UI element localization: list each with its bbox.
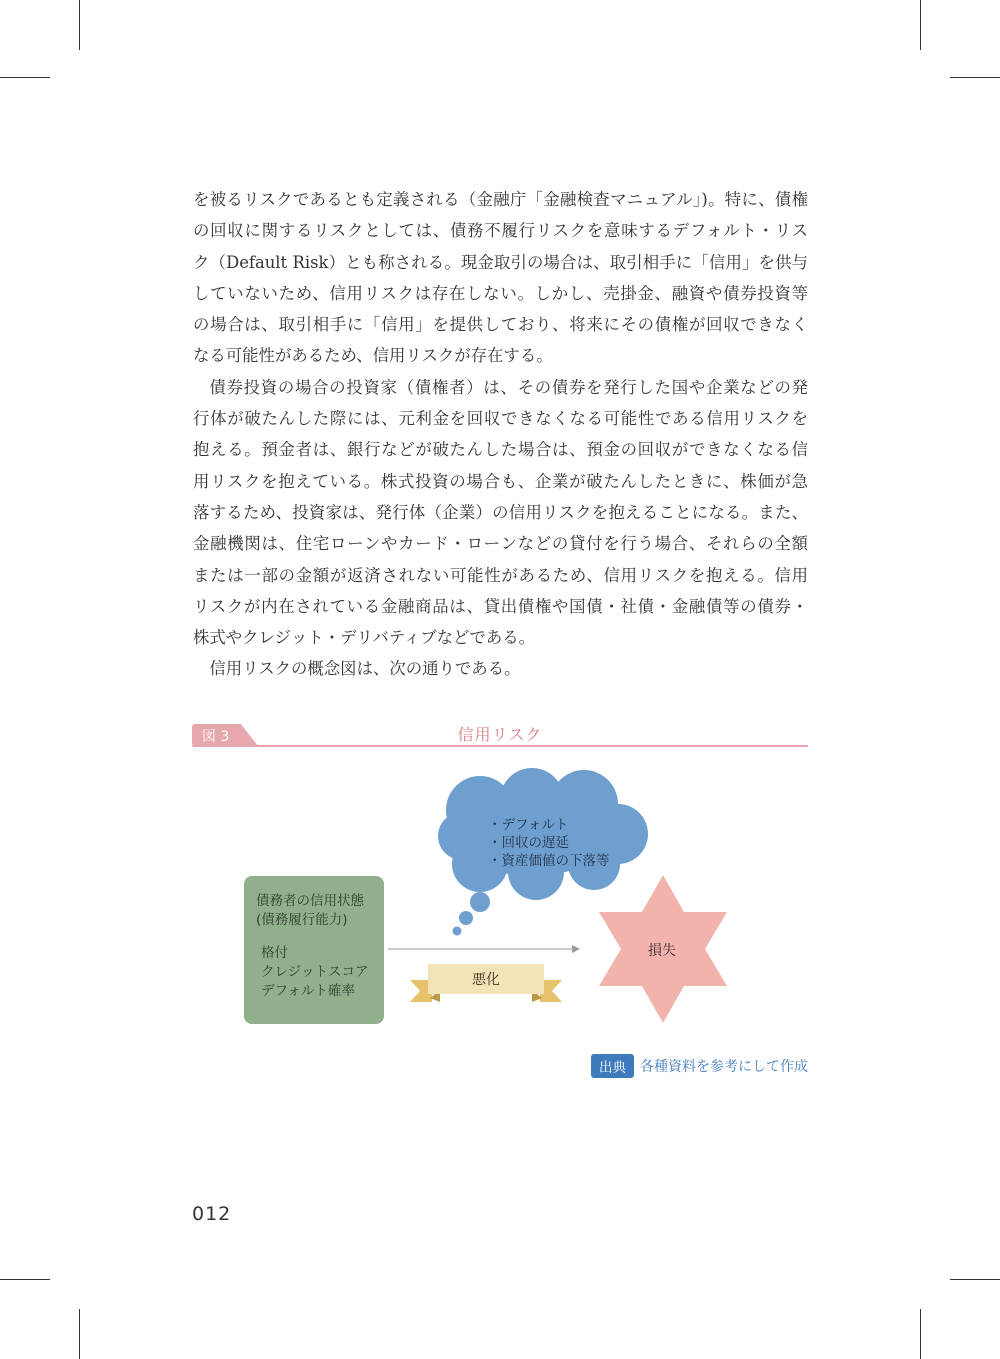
body-line: または一部の金額が返済されない可能性があるため、信用リスクを抱える。信用 — [193, 565, 808, 585]
body-line: の場合は、取引相手に「信用」を提供しており、将来にその債権が回収できなく — [193, 315, 808, 335]
debtor-box-line: 債務者の信用状態 — [256, 893, 364, 909]
debtor-box-line: クレジットスコア — [261, 964, 369, 980]
body-line: 落するため、投資家は、発行体（企業）の信用リスクを抱えることになる。また、 — [193, 502, 808, 522]
source-text: 各種資料を参考にして作成 — [640, 1059, 808, 1075]
body-line: 信用リスクの概念図は、次の通りである。 — [209, 659, 521, 679]
debtor-box-line: (債務履行能力) — [256, 912, 348, 928]
body-line: 抱える。預金者は、銀行などが破たんした場合は、預金の回収ができなくなる信 — [193, 440, 808, 460]
debtor-box-line: デフォルト確率 — [261, 983, 355, 999]
page-number: 012 — [192, 1203, 232, 1225]
cloud-line: ・資産価値の下落等 — [488, 853, 610, 869]
crop-mark-bottom-left — [79, 1309, 80, 1359]
crop-mark-bottom-right — [920, 1309, 921, 1359]
crop-mark-right-top — [950, 77, 1000, 78]
cloud-line: ・回収の遅延 — [488, 835, 569, 851]
debtor-credit-box — [244, 876, 384, 1024]
source-note — [591, 1055, 808, 1077]
body-line: 債券投資の場合の投資家（債権者）は、その債券を発行した国や企業などの発 — [209, 377, 808, 397]
crop-mark-top-right — [920, 0, 921, 50]
body-line: を被るリスクであるとも定義される（金融庁「金融検査マニュアル」)。特に、債権 — [193, 190, 808, 209]
body-line: の回収に関するリスクとしては、債務不履行リスクを意味するデフォルト・リス — [193, 221, 808, 241]
body-line: なる可能性があるため、信用リスクが存在する。 — [193, 346, 553, 366]
body-line: ク（Default Risk）とも称される。現金取引の場合は、取引相手に「信用」を供与 — [193, 252, 808, 272]
crop-mark-left-bottom — [0, 1279, 50, 1280]
body-line: 行体が破たんした際には、元利金を回収できなくなる可能性である信用リスクを — [193, 409, 808, 429]
body-line: 用リスクを抱えている。株式投資の場合も、企業が破たんしたときに、株価が急 — [193, 471, 808, 491]
body-text — [193, 184, 808, 685]
body-line: 金融機関は、住宅ローンやカード・ローンなどの貸付を行う場合、それらの全額 — [193, 534, 808, 554]
figure-header — [192, 724, 808, 748]
credit-risk-diagram — [192, 760, 808, 1040]
loss-label: 損失 — [648, 943, 676, 959]
body-line: していないため、信用リスクは存在しない。しかし、売掛金、融資や債券投資等 — [193, 283, 808, 303]
body-line: リスクが内在されている金融商品は、貸出債権や国債・社債・金融債等の債券・ — [193, 596, 808, 616]
crop-mark-right-bottom — [950, 1279, 1000, 1280]
figure-tag-label: 図 3 — [202, 729, 230, 745]
cloud-line: ・デフォルト — [488, 817, 569, 833]
cloud-text — [488, 816, 610, 870]
crop-mark-top-left — [79, 0, 80, 50]
worsen-label: 悪化 — [472, 972, 500, 988]
figure-title: 信用リスク — [457, 725, 543, 744]
crop-mark-left-top — [0, 77, 50, 78]
arrow-icon — [388, 945, 580, 953]
debtor-box-line: 格付 — [261, 945, 288, 961]
figure-rule — [192, 745, 808, 747]
body-line: 株式やクレジット・デリバティブなどである。 — [193, 628, 535, 648]
source-badge: 出典 — [591, 1054, 634, 1078]
